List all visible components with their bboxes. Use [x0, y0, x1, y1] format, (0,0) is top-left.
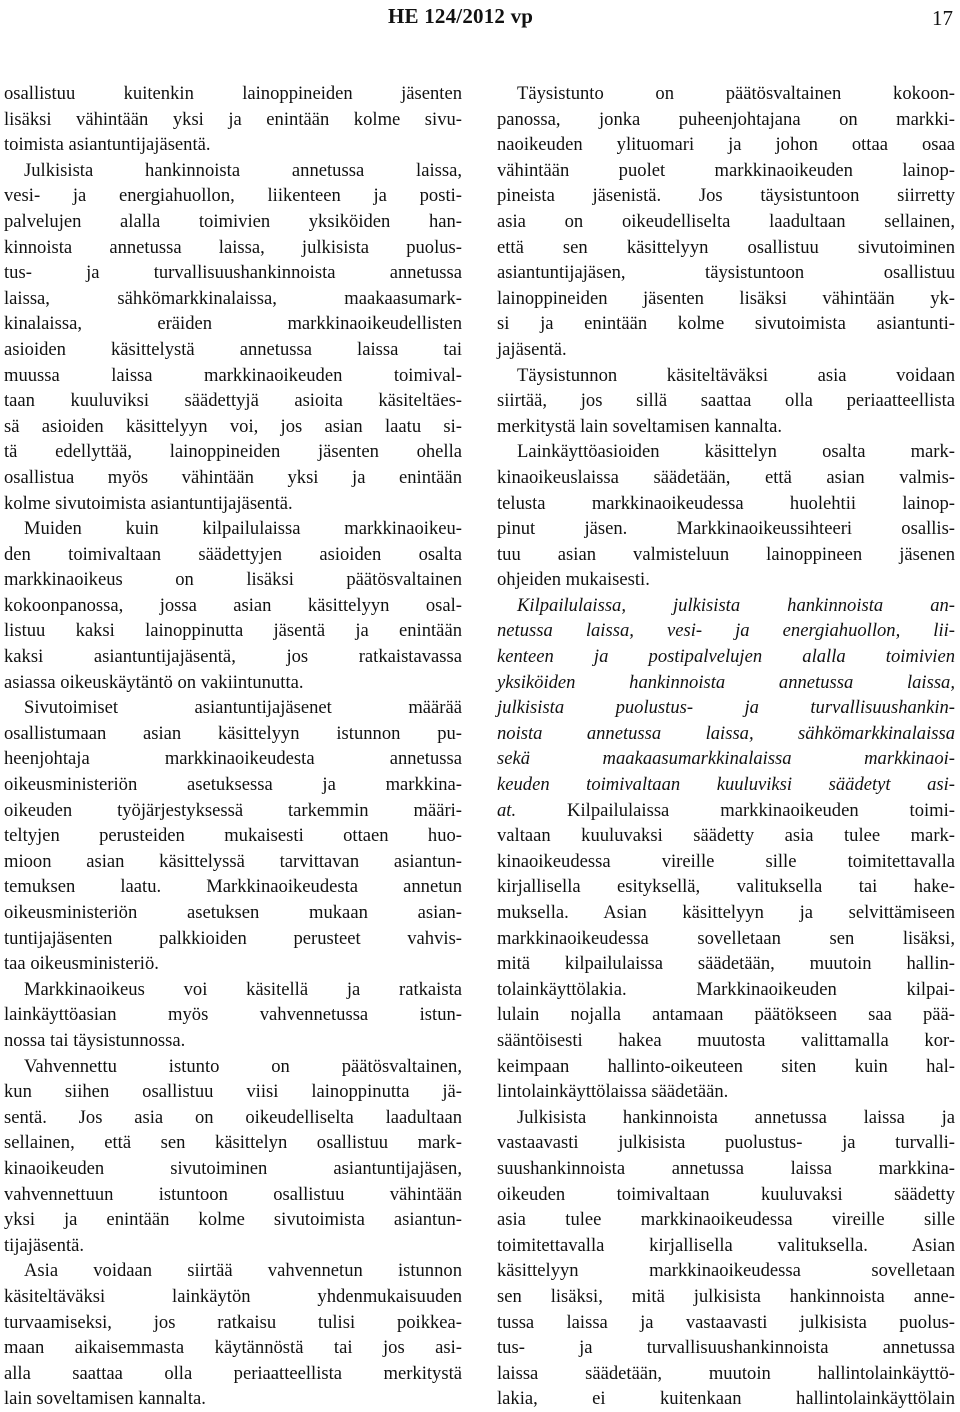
text-line: teltyjen perusteiden mukaisesti ottaen huo-: [4, 825, 462, 847]
left-text-column: [4, 81, 462, 1410]
text-line: muussa laissa markkinaoikeuden toimival-: [4, 364, 462, 386]
text-line: tä edellyttää, lainoppineiden jäsenten ohella: [4, 441, 462, 463]
text-line: tuntijajäsenten palkkioiden perusteet vahvis-: [4, 927, 462, 949]
text-line: nossa tai täysistunnossa.: [4, 1029, 186, 1051]
text-line: tolainkäyttölakia. Markkinaoikeuden kilpai-: [497, 978, 955, 1000]
text-line: Täysistunto on päätösvaltainen kokoon-: [517, 83, 955, 104]
text-line: laissa, sähkömarkkinalaissa, maakaasumark-: [4, 287, 462, 309]
text-line: muksella. Asian käsittelyyn ja selvittämiseen: [497, 902, 955, 923]
text-line: temuksen laatu. Markkinaoikeudesta annetun: [4, 876, 462, 898]
text-line: käsiteltäväksi lainkäytön yhdenmukaisuuden: [4, 1285, 462, 1307]
text-line: kun siihen osallistuu viisi lainoppinutta jä-: [4, 1081, 462, 1103]
page-header: [0, 0, 960, 36]
text-line: lainkäyttöasian myös vahvennetussa istun-: [4, 1004, 462, 1026]
text-line: lisäksi vähintään yksi ja enintään kolme sivu-: [4, 108, 462, 130]
text-line: telusta markkinaoikeudessa huolehtii lainop-: [497, 492, 955, 514]
text-line: den toimivaltaan säädettyjen asioiden osalta: [4, 543, 462, 565]
text-line: yksiköiden hankinnoista annetussa laissa,: [497, 671, 955, 693]
text-line: oikeuden toimivaltaan kuuluvaksi säädetty: [497, 1183, 955, 1205]
text-line: osallistumaan asian käsittelyyn istunnon pu-: [4, 722, 462, 744]
text-line: ohjeiden mukaisesti.: [497, 569, 650, 591]
text-line: osallistua myös vähintään yksi ja enintään: [4, 466, 462, 488]
text-line: markkinaoikeus on lisäksi päätösvaltainen: [4, 569, 462, 591]
text-line: maan aikaisemmasta käytännöstä tai jos asi-: [4, 1337, 462, 1359]
text-line: oikeuden työjärjestyksessä tarkemmin määri-: [4, 799, 462, 821]
text-line: kinnoista annetussa laissa, julkisista puolus-: [4, 236, 462, 258]
text-line: Muiden kuin kilpailulaissa markkinaoikeu-: [24, 518, 462, 540]
text-line: pineista jäsenistä. Jos täysistuntoon siirretty: [497, 185, 955, 207]
text-line: kinaoikeuden sivutoiminen asiantuntijajäsen,: [4, 1157, 462, 1179]
page-number: 17: [932, 6, 953, 30]
text-line: sentä. Jos asia on oikeudelliselta laadultaan: [4, 1106, 462, 1128]
text-line: taa oikeusministeriö.: [4, 953, 159, 975]
text-line: si ja enintään kolme sivutoimista asiantunti-: [497, 313, 955, 335]
text-line: kirjallisella esityksellä, valituksella tai hake-: [497, 876, 955, 898]
text-line: Täysistunnon käsiteltäväksi asia voidaan: [517, 364, 955, 386]
text-line: toimista asiantuntijajäsentä.: [4, 134, 211, 156]
text-line: oikeusministeriön asetuksessa ja markkina-: [4, 774, 462, 796]
text-line: mioon asian käsittelyssä tarvittavan asiantun-: [4, 850, 462, 872]
text-line: kinaoikeuslaissa säädetään, että asian valmis-: [497, 466, 955, 488]
text-line: vastaavasti julkisista puolustus- ja turvalli-: [497, 1132, 955, 1154]
text-line: sekä maakaasumarkkinalaissa markkinaoi-: [497, 748, 955, 770]
text-line: laissa säädetään, muutoin hallintolainkäyttö-: [497, 1362, 955, 1384]
text-line: asioiden käsittelystä annetussa laissa tai: [4, 338, 462, 360]
text-line: asiantuntijajäsen, täysistuntoon osallistuu: [497, 262, 955, 284]
text-line: panossa, jonka puheenjohtajana on markki-: [497, 108, 955, 130]
text-line: Sivutoimiset asiantuntijajäsenet määrää: [24, 697, 462, 719]
text-line: alla saattaa olla periaatteellista merkitystä: [4, 1362, 462, 1384]
text-line: vesi- ja energiahuollon, liikenteen ja posti-: [4, 185, 462, 207]
text-line: asia tulee markkinaoikeudessa vireille sille: [497, 1209, 955, 1231]
text-line: kokoonpanossa, jossa asian käsittelyyn osal-: [4, 594, 462, 616]
text-line: tus- ja turvallisuushankinnoista annetussa: [4, 262, 462, 284]
text-line: listuu kaksi lainoppinutta jäsentä ja enintään: [4, 620, 462, 642]
text-line: heenjohtaja markkinaoikeudesta annetussa: [4, 748, 462, 770]
document-title: HE 124/2012 vp: [388, 4, 534, 28]
text-line: [497, 798, 955, 824]
text-line: pinut jäsen. Markkinaoikeussihteeri osallis-: [497, 518, 955, 540]
text-line: kinalaissa, eräiden markkinaoikeudellisten: [4, 313, 462, 335]
text-line: asia on oikeudelliselta laadultaan sellainen,: [497, 210, 955, 232]
text-line: valtaan kuuluvaksi säädetty asia tulee mark-: [497, 825, 955, 847]
text-line: vähintään puolet markkinaoikeuden lainop-: [497, 159, 955, 181]
text-line: käsittelyyn markkinaoikeudessa sovelletaan: [497, 1260, 955, 1282]
text-line: lulain nojalla antamaan päätökseen saa pää-: [497, 1004, 955, 1026]
text-line: oikeusministeriön asetuksen mukaan asian-: [4, 902, 462, 923]
text-line: tuu asian valmisteluun lainoppineen jäsenen: [497, 543, 955, 565]
text-line: lintolainkäyttölaissa säädetään.: [497, 1081, 729, 1103]
text-line: tussa laissa ja vastaavasti julkisista puolus-: [497, 1311, 955, 1333]
text-line: lainoppineiden jäsenten lisäksi vähintään yk-: [497, 287, 955, 309]
text-line: netussa laissa, vesi- ja energiahuollon, lii-: [497, 620, 955, 642]
text-line: sääntöisesti hakea muutosta valittamalla kor-: [497, 1029, 955, 1051]
text-line: että sen käsittelyyn osallistuu sivutoiminen: [497, 236, 955, 258]
text-line: sä asioiden käsittelyyn voi, jos asian laatu si-: [4, 415, 462, 437]
text-line: tus- ja turvallisuushankinnoista annetussa: [497, 1337, 955, 1359]
text-line: taan kuuluviksi säädettyjä asioita käsiteltäes-: [4, 390, 462, 412]
text-line: yksi ja enintään kolme sivutoimista asiantun-: [4, 1209, 462, 1231]
text-line: vahvennettuun istuntoon osallistuu vähintään: [4, 1183, 462, 1205]
text-line: kenteen ja postipalvelujen alalla toimivien: [497, 646, 955, 668]
text-line: kolme sivutoimista asiantuntijajäsentä.: [4, 492, 293, 514]
text-line: suushankinnoista annetussa laissa markkina-: [497, 1157, 955, 1179]
text-line: palvelujen alalla toimivien yksiköiden han-: [4, 210, 462, 232]
text-line: Vahvennettu istunto on päätösvaltainen,: [24, 1055, 462, 1077]
text-line: lain soveltamisen kannalta.: [4, 1388, 206, 1410]
text-line: naoikeuden ylituomari ja johon ottaa osaa: [497, 134, 955, 156]
text-line: keuden toimivaltaan kuuluviksi säädetyt asi-: [497, 774, 955, 796]
text-line: Lainkäyttöasioiden käsittelyn osalta mark-: [517, 441, 955, 463]
text-line: julkisista puolustus- ja turvallisuushankin-: [497, 697, 955, 719]
text-line: lakia, ei kuitenkaan hallintolainkäyttölain: [497, 1388, 955, 1410]
text-line: jajäsentä.: [497, 338, 567, 360]
text-line: tijajäsentä.: [4, 1234, 85, 1256]
text-line: merkitystä lain soveltamisen kannalta.: [497, 415, 783, 437]
text-line: kaksi asiantuntijajäsentä, jos ratkaistavassa: [4, 646, 462, 668]
text-line: siirtää, jos sillä saattaa olla periaatteellista: [497, 390, 955, 412]
text-line: sellainen, että sen käsittelyn osallistuu mark-: [4, 1132, 462, 1154]
text-line: keimpaan hallinto-oikeuteen siten kuin hal-: [497, 1055, 955, 1077]
text-line: Asia voidaan siirtää vahvennetun istunnon: [24, 1260, 462, 1282]
text-line: sen lisäksi, mitä julkisista hankinnoista anne-: [497, 1285, 955, 1307]
text-line: Kilpailulaissa, julkisista hankinnoista an-: [517, 594, 955, 616]
text-line: turvaamiseksi, jos ratkaisu tulisi poikkea-: [4, 1311, 462, 1333]
text-line: kinaoikeudessa vireille sille toimitettavalla: [497, 850, 955, 872]
italic-fragment: at.: [497, 799, 517, 821]
text-line: toimitettavalla kirjallisella valituksella. Asian: [497, 1234, 955, 1256]
text-line: osallistuu kuitenkin lainoppineiden jäsenten: [4, 83, 462, 104]
text-line: Julkisista hankinnoista annetussa laissa,: [24, 159, 462, 181]
text-line: Markkinaoikeus voi käsitellä ja ratkaista: [24, 978, 462, 1000]
right-text-column: [497, 81, 955, 1410]
text-line: Julkisista hankinnoista annetussa laissa ja: [517, 1106, 955, 1128]
text-fragment: Kilpailulaissa markkinaoikeuden toimi-: [516, 799, 955, 821]
text-line: markkinaoikeudessa sovelletaan sen lisäksi,: [497, 927, 955, 949]
text-line: asiassa oikeuskäytäntö on vakiintunutta.: [4, 671, 304, 693]
text-line: mitä kilpailulaissa säädetään, muutoin hallin-: [497, 953, 955, 975]
text-line: noista annetussa laissa, sähkömarkkinalaissa: [497, 722, 955, 744]
